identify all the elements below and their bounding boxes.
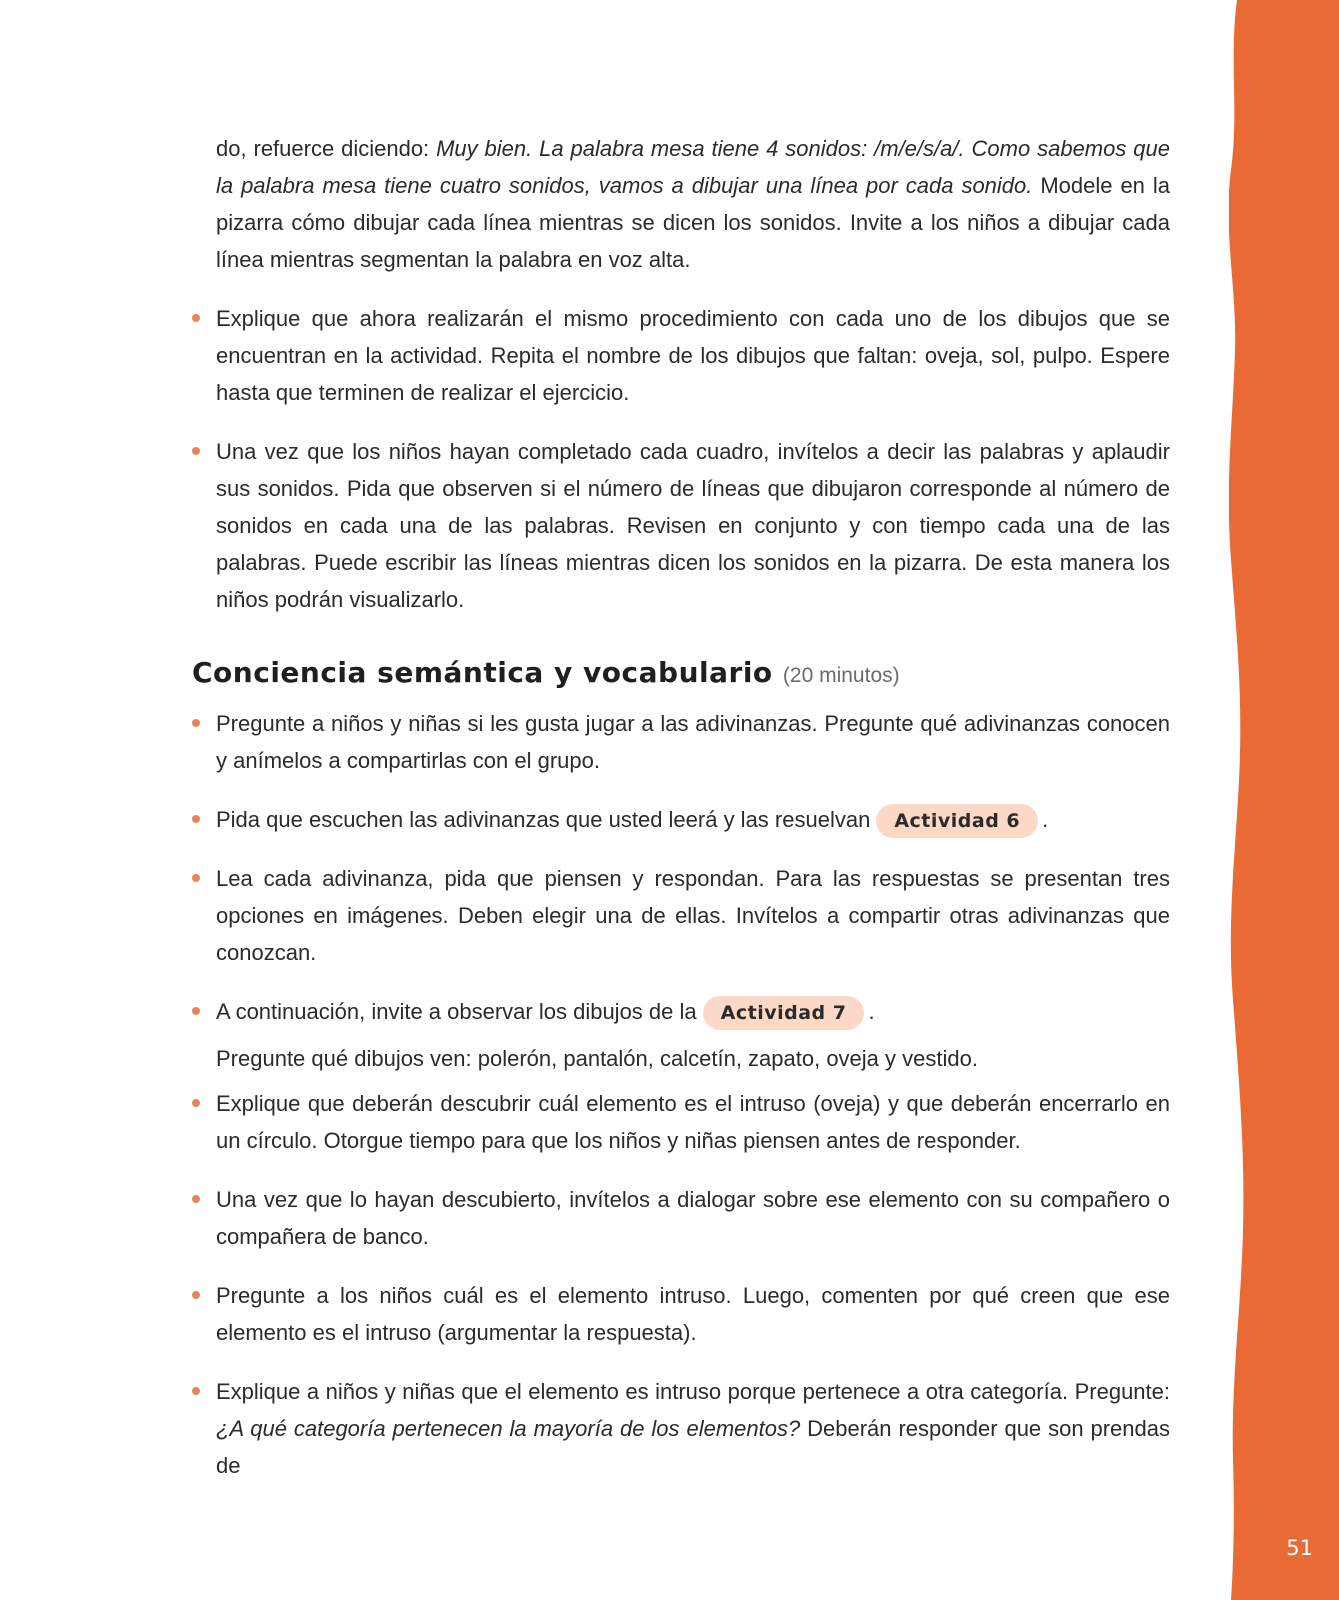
list-item-italic: ¿A qué categoría pertenecen la mayoría de los elementos? xyxy=(216,1416,801,1442)
bullet-dot-icon xyxy=(192,815,200,823)
list-item-text: Una vez que los niños hayan completado cada cuadro, invítelos a decir las palabras y aplaudir sus sonidos. Pida que observen si el número de líneas que dibujaron corresponde al número de sonidos en cada una de las palabras. Revisen en conjunto y con tiempo cada una de las palabras. Puede escribir las líneas mientras dicen los sonidos en la pizarra. De esta manera los niños podrán visualizarlo. xyxy=(216,439,1170,612)
list-item xyxy=(192,993,1170,1030)
list-item xyxy=(192,1181,1170,1255)
bullet-dot-icon xyxy=(192,1291,200,1299)
list-item-text xyxy=(216,1373,1170,1484)
list-item-text: A continuación, invite a observar los dibujos de la Actividad 7 . xyxy=(216,993,1170,1030)
section-duration: (20 minutos) xyxy=(782,664,900,687)
list-item xyxy=(192,860,1170,971)
list-item-text: Pregunte a los niños cuál es el elemento intruso. Luego, comenten por qué creen que ese elemento es el intruso (argumentar la respuesta). xyxy=(216,1283,1170,1346)
bullet-dot-icon xyxy=(192,1387,200,1395)
list-item xyxy=(192,801,1170,838)
list-item-text: Explique que ahora realizarán el mismo procedimiento con cada uno de los dibujos que se encuentran en la actividad. Repita el nombre de los dibujos que faltan: oveja, sol, pulpo. Espere hasta que terminen de realizar el ejercicio. xyxy=(216,306,1170,405)
list-item-text: Pida que escuchen las adivinanzas que usted leerá y las resuelvan Actividad 6 . xyxy=(216,801,1170,838)
bullet-dot-icon xyxy=(192,1007,200,1015)
side-color-band xyxy=(1229,0,1339,1600)
list-item xyxy=(192,1373,1170,1484)
list-item xyxy=(192,1277,1170,1351)
list-item xyxy=(192,705,1170,779)
list-item-lead: Explique a niños y niñas que el elemento es intruso porque pertenece a otra categoría. Pregunte: xyxy=(216,1379,1170,1405)
list-item-tail: Deberán responder que son prendas de xyxy=(216,1416,1170,1479)
list-item-text: Explique que deberán descubrir cuál elemento es el intruso (oveja) y que deberán encerrarlo en un círculo. Otorgue tiempo para que los niños y niñas piensen antes de responder. xyxy=(216,1091,1170,1154)
list-item-text: Pregunte a niños y niñas si les gusta jugar a las adivinanzas. Pregunte qué adivinanzas conocen y anímelos a compartirlas con el grupo. xyxy=(216,711,1170,773)
list-item-lead: Pida que escuchen las adivinanzas que usted leerá y las resuelvan xyxy=(216,807,871,832)
bullet-dot-icon xyxy=(192,314,200,322)
bullet-dot-icon xyxy=(192,1195,200,1203)
intro-paragraph xyxy=(192,130,1170,278)
activity-tag: Actividad 6 xyxy=(876,804,1038,838)
list-item-text: Una vez que lo hayan descubierto, invítelos a dialogar sobre ese elemento con su compañero o compañera de banco. xyxy=(216,1187,1170,1250)
section-title: Conciencia semántica y vocabulario xyxy=(192,656,773,689)
follow-up-text: Pregunte qué dibujos ven: polerón, pantalón, calcetín, zapato, oveja y vestido. xyxy=(216,1046,978,1072)
bullet-dot-icon xyxy=(192,874,200,882)
list-item xyxy=(192,1085,1170,1159)
list-item-text: Lea cada adivinanza, pida que piensen y respondan. Para las respuestas se presentan tres opciones en imágenes. Deben elegir una de ellas. Invítelos a compartir otras adivinanzas que conozcan. xyxy=(216,866,1170,966)
bullet-dot-icon xyxy=(192,719,200,727)
page-content xyxy=(192,130,1170,1506)
list-item-lead: A continuación, invite a observar los dibujos de la xyxy=(216,999,697,1025)
page-number: 51 xyxy=(1286,1536,1313,1560)
list-item xyxy=(192,300,1170,411)
activity-tag: Actividad 7 xyxy=(703,996,865,1030)
section-heading xyxy=(192,656,1170,689)
intro-lead: do, refuerce diciendo: xyxy=(216,136,437,161)
list-item xyxy=(192,433,1170,618)
bullet-dot-icon xyxy=(192,1099,200,1107)
intro-italic: Muy bien. La palabra mesa tiene 4 sonidos: /m/e/s/a/. Como sabemos que la palabra mesa tiene cuatro sonidos, vamos a dibujar una línea por cada sonido. xyxy=(216,136,1170,198)
intro-tail: Modele en la pizarra cómo dibujar cada línea mientras se dicen los sonidos. Invite a los niños a dibujar cada línea mientras segmentan la palabra en voz alta. xyxy=(216,173,1170,272)
bullet-dot-icon xyxy=(192,447,200,455)
